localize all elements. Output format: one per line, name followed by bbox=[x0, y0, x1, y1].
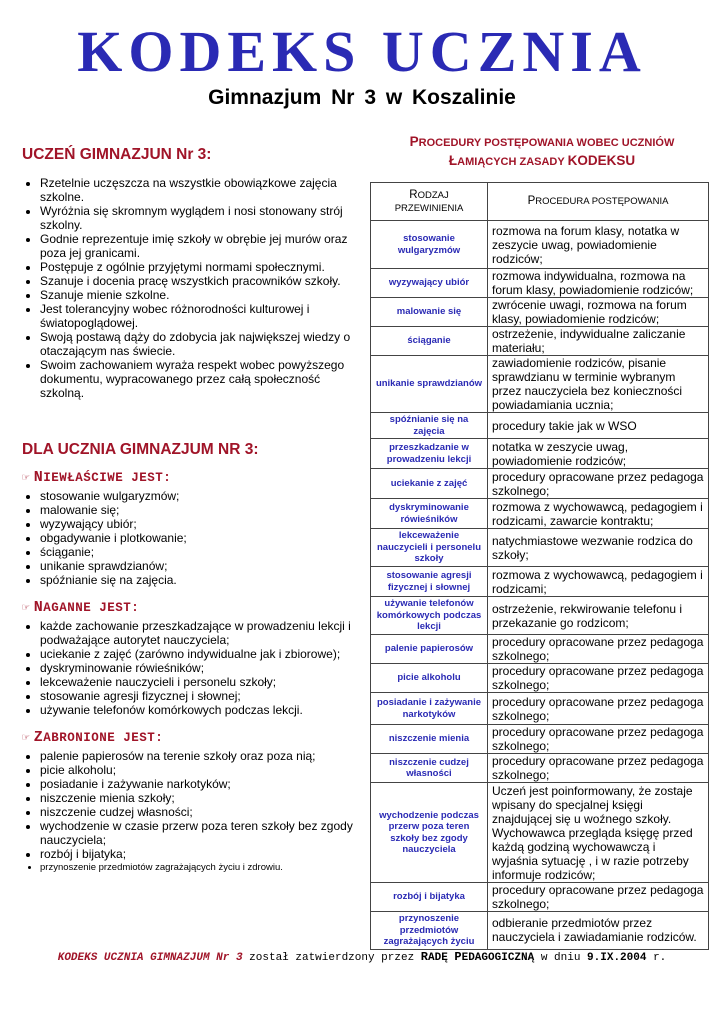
list-item: • używanie telefonów komórkowych podczas lekcji. bbox=[40, 703, 362, 717]
procedure-cell: rozmowa z wychowawcą, pedagogiem i rodzicami, zawarcie kontraktu; bbox=[488, 499, 709, 529]
procedure-cell: zawiadomienie rodziców, pisanie sprawdzianu w terminie wybranym przez nauczyciela bez konieczności powiadamiania ucznia; bbox=[488, 356, 709, 413]
procedure-cell: procedury opracowane przez pedagoga szkolnego; bbox=[488, 469, 709, 499]
list-item: • każde zachowanie przeszkadzające w prowadzeniu lekcji i podważające autorytet nauczyciela; bbox=[40, 619, 362, 647]
table-row bbox=[371, 783, 709, 883]
table-row bbox=[371, 269, 709, 298]
list-item: • lekceważenie nauczycieli i personelu szkoły; bbox=[40, 675, 362, 689]
list-item: • palenie papierosów na terenie szkoły oraz poza nią; bbox=[40, 749, 362, 763]
table-row bbox=[371, 754, 709, 783]
procedure-cell: procedury opracowane przez pedagoga szkolnego; bbox=[488, 883, 709, 912]
offense-cell: niszczenie cudzej własności bbox=[371, 754, 488, 783]
offense-cell: niszczenie mienia bbox=[371, 725, 488, 754]
list-item: • Wyróżnia się skromnym wyglądem i nosi stonowany strój szkolny. bbox=[40, 204, 362, 232]
list-item: • Postępuje z ogólnie przyjętymi normami społecznymi. bbox=[40, 260, 362, 274]
naganne-list bbox=[40, 619, 362, 717]
column-header-offense: RODZAJ PRZEWINIENIA bbox=[371, 183, 488, 221]
list-item: • przynoszenie przedmiotów zagrażających życiu i zdrowiu. bbox=[40, 861, 362, 875]
procedure-cell: procedury opracowane przez pedagoga szkolnego; bbox=[488, 725, 709, 754]
table-row bbox=[371, 567, 709, 597]
left-column bbox=[22, 148, 362, 875]
table-row bbox=[371, 356, 709, 413]
table-row bbox=[371, 469, 709, 499]
list-item: • malowanie się; bbox=[40, 503, 362, 517]
list-item: • stosowanie agresji fizycznej i słownej; bbox=[40, 689, 362, 703]
section-uczen-title: UCZEŃ GIMNAZJUN Nr 3: bbox=[22, 146, 212, 163]
list-item: • wyzywający ubiór; bbox=[40, 517, 362, 531]
list-item: • spóźnianie się na zajęcia. bbox=[40, 573, 362, 587]
offense-cell: ściąganie bbox=[371, 327, 488, 356]
list-item: • Jest tolerancyjny wobec różnorodności kulturowej i światopoglądowej. bbox=[40, 302, 362, 330]
table-row bbox=[371, 413, 709, 439]
table-row bbox=[371, 597, 709, 635]
procedures-table bbox=[370, 182, 709, 950]
procedure-cell: rozmowa indywidualna, rozmowa na forum klasy, powiadomienie rodziców; bbox=[488, 269, 709, 298]
table-row bbox=[371, 883, 709, 912]
offense-cell: malowanie się bbox=[371, 298, 488, 327]
table-row bbox=[371, 327, 709, 356]
offense-cell: wyzywający ubiór bbox=[371, 269, 488, 298]
table-row bbox=[371, 912, 709, 950]
pointing-hand-icon: ☞ bbox=[22, 601, 30, 615]
procedure-cell: rozmowa z wychowawcą, pedagogiem i rodzicami; bbox=[488, 567, 709, 597]
list-item: • picie alkoholu; bbox=[40, 763, 362, 777]
list-item: • dyskryminowanie rówieśników; bbox=[40, 661, 362, 675]
list-item: • Swoim zachowaniem wyraża respekt wobec powyższego dokumentu, wypracowanego przez całą społeczność szkolną. bbox=[40, 358, 362, 400]
column-header-procedure: PROCEDURA POSTĘPOWANIA bbox=[488, 183, 709, 221]
table-row bbox=[371, 221, 709, 269]
list-item: • Godnie reprezentuje imię szkoły w obrębie jej murów oraz poza jej granicami. bbox=[40, 232, 362, 260]
section-dla-ucznia-title: DLA UCZNIA GIMNAZJUM NR 3: bbox=[22, 441, 259, 458]
approval-date: 9.IX.2004 bbox=[587, 952, 647, 964]
offense-cell: picie alkoholu bbox=[371, 664, 488, 693]
table-row bbox=[371, 439, 709, 469]
document-subtitle: Gimnazjum Nr 3 w Koszalinie bbox=[208, 86, 516, 109]
offense-cell: wychodzenie podczas przerw poza teren szkoły bez zgody nauczyciela bbox=[371, 783, 488, 883]
table-row bbox=[371, 664, 709, 693]
procedure-cell: procedury takie jak w WSO bbox=[488, 413, 709, 439]
table-row bbox=[371, 725, 709, 754]
document-title: KODEKS UCZNIA bbox=[77, 19, 647, 84]
zabronione-list bbox=[40, 749, 362, 875]
list-item: • Rzetelnie uczęszcza na wszystkie obowiązkowe zajęcia szkolne. bbox=[40, 176, 362, 204]
offense-cell: używanie telefonów komórkowych podczas lekcji bbox=[371, 597, 488, 635]
table-row bbox=[371, 499, 709, 529]
list-item: • obgadywanie i plotkowanie; bbox=[40, 531, 362, 545]
procedure-cell: ostrzeżenie, rekwirowanie telefonu i przekazanie go rodzicom; bbox=[488, 597, 709, 635]
offense-cell: przeszkadzanie w prowadzeniu lekcji bbox=[371, 439, 488, 469]
footer-approval: KODEKS UCZNIA GIMNAZJUM Nr 3 został zatwierdzony przez RADĘ PEDAGOGICZNĄ w dniu 9.IX.2004 r. bbox=[57, 950, 667, 964]
zabronione-heading: ☞ ZABRONIONE JEST: bbox=[22, 729, 164, 746]
list-item: • Szanuje i docenia pracę wszystkich pracowników szkoły. bbox=[40, 274, 362, 288]
offense-cell: stosowanie agresji fizycznej i słownej bbox=[371, 567, 488, 597]
offense-cell: palenie papierosów bbox=[371, 635, 488, 664]
list-item: • niszczenie mienia szkoły; bbox=[40, 791, 362, 805]
procedure-cell: procedury opracowane przez pedagoga szkolnego; bbox=[488, 693, 709, 725]
list-item: • unikanie sprawdzianów; bbox=[40, 559, 362, 573]
table-row bbox=[371, 635, 709, 664]
procedure-cell: ostrzeżenie, indywidualne zaliczanie materiału; bbox=[488, 327, 709, 356]
procedure-cell: procedury opracowane przez pedagoga szkolnego; bbox=[488, 754, 709, 783]
procedure-cell: rozmowa na forum klasy, notatka w zeszycie uwag, powiadomienie rodziców; bbox=[488, 221, 709, 269]
procedures-title: PROCEDURY POSTĘPOWANIA WOBEC UCZNIÓW ŁAMIĄCYCH ZASADY KODEKSU bbox=[409, 134, 675, 168]
offense-cell: posiadanie i zażywanie narkotyków bbox=[371, 693, 488, 725]
niewlasciwe-list bbox=[40, 489, 362, 587]
offense-cell: unikanie sprawdzianów bbox=[371, 356, 488, 413]
list-item: • wychodzenie w czasie przerw poza teren szkoły bez zgody nauczyciela; bbox=[40, 819, 362, 847]
procedure-cell: notatka w zeszycie uwag, powiadomienie rodziców; bbox=[488, 439, 709, 469]
list-item: • Szanuje mienie szkolne. bbox=[40, 288, 362, 302]
list-item: • rozbój i bijatyka; bbox=[40, 847, 362, 861]
uczen-list bbox=[40, 176, 362, 400]
list-item: • posiadanie i zażywanie narkotyków; bbox=[40, 777, 362, 791]
table-row bbox=[371, 693, 709, 725]
procedure-cell: procedury opracowane przez pedagoga szkolnego; bbox=[488, 635, 709, 664]
offense-cell: rozbój i bijatyka bbox=[371, 883, 488, 912]
list-item: • niszczenie cudzej własności; bbox=[40, 805, 362, 819]
offense-cell: lekceważenie nauczycieli i personelu szkoły bbox=[371, 529, 488, 567]
procedure-cell: natychmiastowe wezwanie rodzica do szkoły; bbox=[488, 529, 709, 567]
offense-cell: uciekanie z zajęć bbox=[371, 469, 488, 499]
pointing-hand-icon: ☞ bbox=[22, 731, 30, 745]
niewlasciwe-heading: ☞ NIEWŁAŚCIWE JEST: bbox=[22, 469, 172, 486]
offense-cell: stosowanie wulgaryzmów bbox=[371, 221, 488, 269]
procedure-cell: zwrócenie uwagi, rozmowa na forum klasy, powiadomienie rodziców; bbox=[488, 298, 709, 327]
procedure-cell: procedury opracowane przez pedagoga szkolnego; bbox=[488, 664, 709, 693]
table-row bbox=[371, 529, 709, 567]
list-item: • stosowanie wulgaryzmów; bbox=[40, 489, 362, 503]
table-row bbox=[371, 298, 709, 327]
procedure-cell: odbieranie przedmiotów przez nauczyciela i zawiadamianie rodziców. bbox=[488, 912, 709, 950]
list-item: • Swoją postawą dąży do zdobycia jak największej wiedzy o otaczającym nas świecie. bbox=[40, 330, 362, 358]
naganne-heading: ☞ NAGANNE JEST: bbox=[22, 599, 140, 616]
offense-cell: przynoszenie przedmiotów zagrażających życiu bbox=[371, 912, 488, 950]
procedure-cell: Uczeń jest poinformowany, że zostaje wpisany do specjalnej księgi znajdującej się u woźnego szkoły. Wychowawca przegląda księgę przed każdą godziną wychowawczą i wyjaśnia sytuację , i w razie potrzeby informuje rodziców; bbox=[488, 783, 709, 883]
offense-cell: dyskryminowanie rówieśników bbox=[371, 499, 488, 529]
pointing-hand-icon: ☞ bbox=[22, 471, 30, 485]
table-header-row bbox=[371, 183, 709, 221]
offense-cell: spóźnianie się na zajęcia bbox=[371, 413, 488, 439]
list-item: • uciekanie z zajęć (zarówno indywidualne jak i zbiorowe); bbox=[40, 647, 362, 661]
list-item: • ściąganie; bbox=[40, 545, 362, 559]
